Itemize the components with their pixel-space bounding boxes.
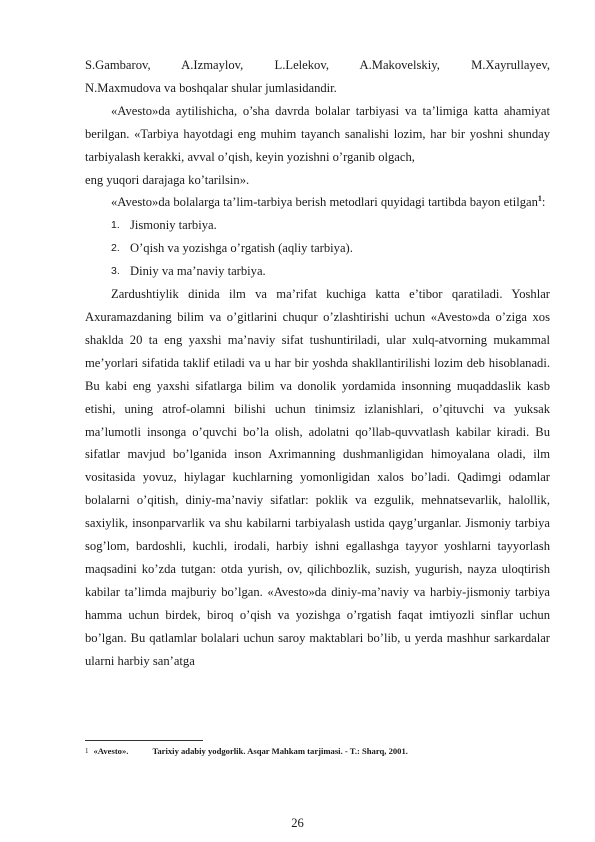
list-item <box>85 214 550 237</box>
paragraph-methods <box>85 191 550 214</box>
methods-text: «Avesto»da bolalarga ta’lim-tarbiya berish metodlari quyidagi tartibda bayon etilgan <box>111 195 538 210</box>
paragraph-zoroastrianism: Zardushtiylik dinida ilm va ma’rifat kuchiga katta e’tibor qaratiladi. Yoshlar Axuramazdaning bilim va o’gitlarini chuqur o’zlashtirishi uchun «Avesto»da o’ziga xos shaklda 20 ta eng yaxshi ma’naviy sifat tushuntiriladi, ular xulq-atvorning mukammal me’yorlari sifatida taklif etiladi va u har bir yoshda shakllantirilishi lozim deb hisoblanadi. Bu kabi eng yaxshi sifatlarga bilim va donolik yordamida insonning muqaddaslik kasb etishi, uning atrof-olamni bilishi uchun tinimsiz izlanishlari, o’qituvchi va yuksak ma’lumotli insonga o’quvchi bo’la olish, adolatni qo’llab-quvvatlash kabilar kiradi. Bu sifatlar mavjud bo’lganida inson Axrimanning dushmanligidan himoyalana oladi, ilm vositasida yovuz, hiylagar kuchlarning yomonligidan xalos bo’ladi. Qadimgi odamlar bolalarni o’qitish, diniy-ma’naviy sifatlar: poklik va ezgulik, mehnatsevarlik, halollik, saxiylik, insonparvarlik va shu kabilarni tarbiyalash ustida qayg’urganlar. Jismoniy tarbiya sog’lom, bardoshli, kuchli, irodali, harbiy ishni egallashga tayyor yoshlarni tayyorlash maqsadini ko’zda tutgan: otda yurish, ov, qilichbozlik, suzish, yugurish, nayza uloqtirish kabilar ta’limda majburiy bo’lgan. «Avesto»da diniy-ma’naviy va harbiy-jismoniy tarbiya hamma uchun birdek, biroq o’qish va yozishga o’rgatish faqat imtiyozli sinflar uchun bo’lgan. Bu qatlamlar bolalari uchun saroy maktablari bo’lib, u yerda mashhur sarkardalar ularni harbiy san’atga <box>85 287 550 668</box>
main-text <box>85 54 550 672</box>
footnote-mark: 1 <box>85 747 89 755</box>
list-text: O’qish va yozishga o’rgatish (aqliy tarbiya). <box>130 241 353 256</box>
footnote-text: Tarixiy adabiy yodgorlik. Asqar Mahkam tarjimasi. - T.: Sharq, 2001. <box>152 746 408 756</box>
footnote <box>85 745 550 757</box>
paragraph-avesto-education-tail: eng yuqori darajaga ko’tarilsin». <box>85 172 250 187</box>
list-text: Diniy va ma’naviy tarbiya. <box>130 264 266 279</box>
page-number: 26 <box>291 816 304 830</box>
list-item <box>85 260 550 283</box>
list-text: Jismoniy tarbiya. <box>130 218 217 233</box>
paragraph-authors-line1: S.Gambarov, A.Izmaylov, L.Lelekov, A.Makovelskiy, M.Xayrullayev, <box>85 58 550 72</box>
methods-list <box>85 214 550 283</box>
list-number: 1. <box>111 219 120 232</box>
methods-colon: : <box>541 195 546 210</box>
list-number: 2. <box>111 242 120 255</box>
list-number: 3. <box>111 265 120 278</box>
paragraph-authors-line2: N.Maxmudova va boshqalar shular jumlasidandir. <box>85 80 337 95</box>
footnote-divider <box>85 740 203 741</box>
footnote-reference[interactable]: 1 <box>537 194 542 204</box>
paragraph-avesto-education: «Avesto»da aytilishicha, o’sha davrda bolalar tarbiyasi va ta’limiga katta ahamiyat berilgan. «Tarbiya hayotdagi eng muhim tayanch sanalishi lozim, har bir yoshni shunday tarbiyalash kerakki, avval o’qish, keyin yozishni o’rganib olgach, <box>85 103 550 164</box>
list-item <box>85 237 550 260</box>
footnote-title: «Avesto». <box>93 746 129 756</box>
